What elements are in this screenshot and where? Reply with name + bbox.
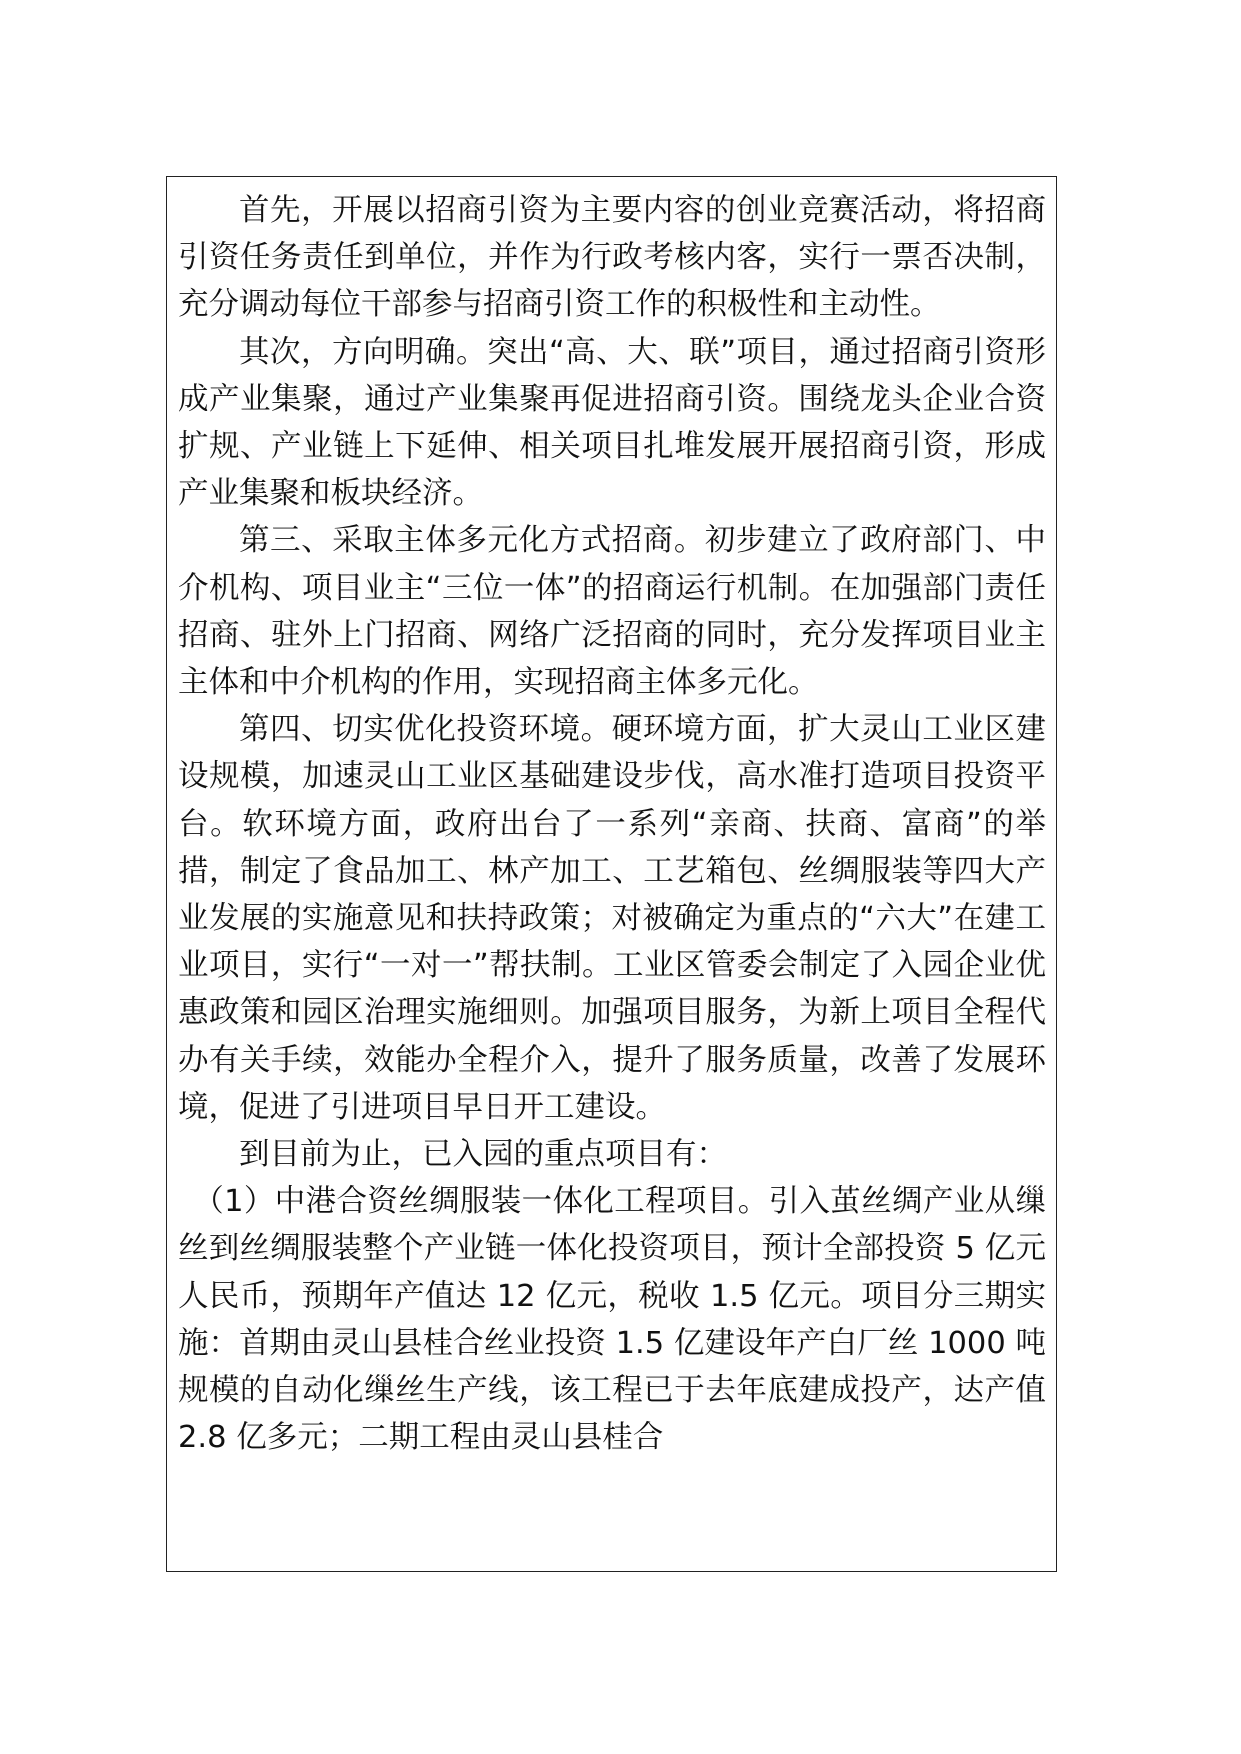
paragraph-fourth: 第四、切实优化投资环境。硬环境方面，扩大灵山工业区建设规模，加速灵山工业区基础建设步伐，高水准打造项目投资平台。软环境方面，政府出台了一系列“亲商、扶商、富商”的举措，制定了食品加工、林产加工、工艺箱包、丝绸服装等四大产业发展的实施意见和扶持政策；对被确定为重点的“六大”在建工业项目，实行“一对一”帮扶制。工业区管委会制定了入园企业优惠政策和园区治理实施细则。加强项目服务，为新上项目全程代办有关手续，效能办全程介入，提升了服务质量，改善了发展环境，促进了引进项目早日开工建设。: [178, 712, 1046, 1125]
paragraph-second: 其次，方向明确。突出“高、大、联”项目，通过招商引资形成产业集聚，通过产业集聚再促进招商引资。围绕龙头企业合资扩规、产业链上下延伸、相关项目扎堆发展开展招商引资，形成产业集聚和板块经济。: [178, 334, 1046, 512]
paragraph-third: 第三、采取主体多元化方式招商。初步建立了政府部门、中介机构、项目业主“三位一体”的招商运行机制。在加强部门责任招商、驻外上门招商、网络广泛招商的同时，充分发挥项目业主主体和中介机构的作用，实现招商主体多元化。: [178, 523, 1046, 701]
paragraph-first: 首先，开展以招商引资为主要内容的创业竞赛活动，将招商引资任务责任到单位，并作为行政考核内客，实行一票否决制，充分调动每位干部参与招商引资工作的积极性和主动性。: [178, 193, 1046, 323]
paragraph-project-1: （1）中港合资丝绸服装一体化工程项目。引入茧丝绸产业从缫丝到丝绸服装整个产业链一体化投资项目，预计全部投资 5 亿元人民币，预期年产值达 12 亿元，税收 1.5 亿元。项目分三期实施：首期由灵山县桂合丝业投资 1.5 亿建设年产白厂丝 1000 吨规模的自动化缫丝生产线，该工程已于去年底建成投产，达产值 2.8 亿多元；二期工程由灵山县桂合: [178, 1184, 1046, 1456]
paragraph-projects-intro: 到目前为止，已入园的重点项目有：: [239, 1137, 727, 1173]
text-box: [166, 176, 1057, 1572]
